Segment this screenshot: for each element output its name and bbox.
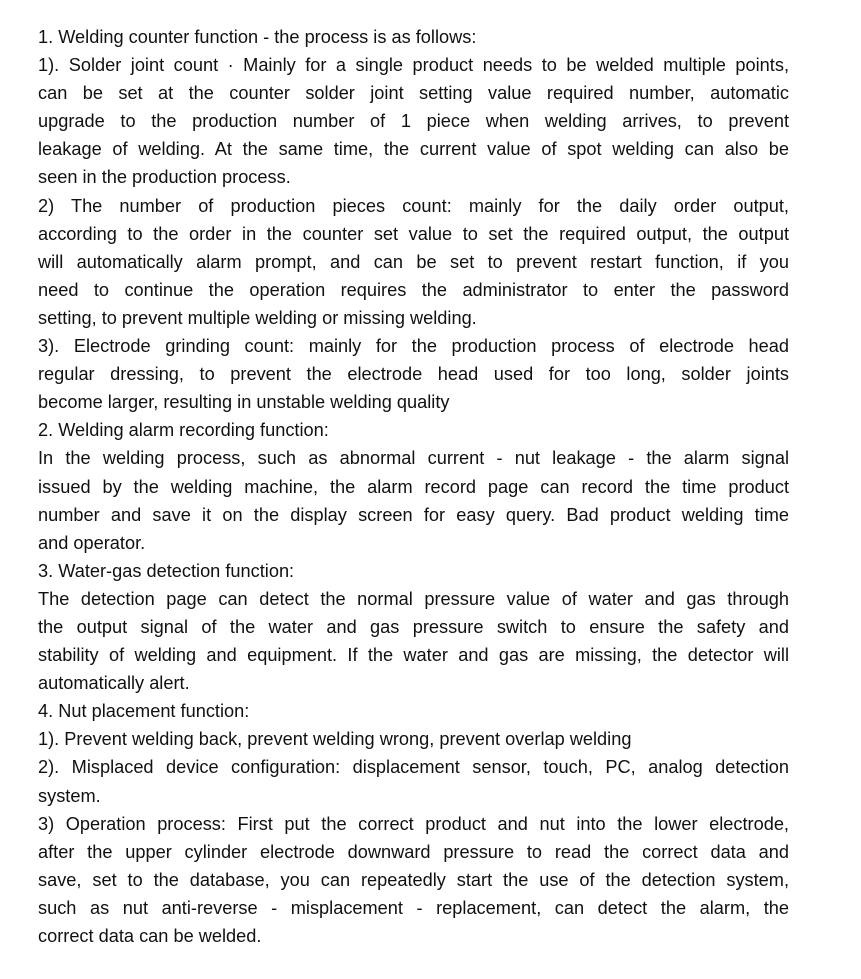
paragraph-line: such as nut anti-reverse - misplacement - replacement, can detect the alarm, the xyxy=(38,897,789,918)
paragraph-line: automatically alert. xyxy=(38,673,190,694)
heading-water-gas-detection: 3. Water-gas detection function: xyxy=(38,560,295,581)
paragraph-line: 3) Operation process: First put the correct product and nut into the lower electrode, xyxy=(38,813,789,834)
paragraph-line: according to the order in the counter set value to set the required output, the output xyxy=(38,223,789,244)
paragraph-line: 3). Electrode grinding count: mainly for the production process of electrode head xyxy=(38,336,789,357)
paragraph-line: correct data can be welded. xyxy=(38,926,262,946)
paragraph-line: regular dressing, to prevent the electrode head used for too long, solder joints xyxy=(38,364,789,385)
paragraph-line: system. xyxy=(38,785,101,806)
paragraph-line: after the upper cylinder electrode downward pressure to read the correct data and xyxy=(38,841,789,862)
paragraph-line: save, set to the database, you can repeatedly start the use of the detection system, xyxy=(38,869,789,890)
paragraph-line: 2) The number of production pieces count: mainly for the daily order output, xyxy=(38,195,789,216)
paragraph-line: 1). Prevent welding back, prevent welding wrong, prevent overlap welding xyxy=(38,729,632,750)
paragraph-line: leakage of welding. At the same time, the current value of spot welding can also be xyxy=(38,139,789,160)
paragraph-line: 2). Misplaced device configuration: displacement sensor, touch, PC, analog detection xyxy=(38,757,789,778)
paragraph-line: can be set at the counter solder joint setting value required number, automatic xyxy=(38,83,789,104)
paragraph-line: 1). Solder joint count · Mainly for a single product needs to be welded multiple points, xyxy=(38,55,789,76)
paragraph-line: become larger, resulting in unstable welding quality xyxy=(38,392,450,413)
paragraph-line: stability of welding and equipment. If the water and gas are missing, the detector will xyxy=(38,645,789,666)
heading-nut-placement: 4. Nut placement function: xyxy=(38,701,250,722)
paragraph-line: upgrade to the production number of 1 piece when welding arrives, to prevent xyxy=(38,111,789,132)
paragraph-line: need to continue the operation requires the administrator to enter the password xyxy=(38,279,789,300)
paragraph-line: seen in the production process. xyxy=(38,167,291,188)
heading-welding-counter: 1. Welding counter function - the process is as follows: xyxy=(38,27,477,47)
paragraph-line: and operator. xyxy=(38,532,146,553)
paragraph-line: number and save it on the display screen for easy query. Bad product welding time xyxy=(38,504,789,525)
paragraph-line: In the welding process, such as abnormal current - nut leakage - the alarm signal xyxy=(38,448,789,469)
document-body xyxy=(38,23,789,950)
paragraph-line: The detection page can detect the normal pressure value of water and gas through xyxy=(38,588,789,609)
paragraph-line: the output signal of the water and gas pressure switch to ensure the safety and xyxy=(38,616,789,637)
paragraph-line: will automatically alarm prompt, and can be set to prevent restart function, if you xyxy=(38,251,789,272)
paragraph-line: setting, to prevent multiple welding or missing welding. xyxy=(38,307,477,328)
heading-alarm-recording: 2. Welding alarm recording function: xyxy=(38,420,329,441)
paragraph-line: issued by the welding machine, the alarm record page can record the time product xyxy=(38,476,789,497)
